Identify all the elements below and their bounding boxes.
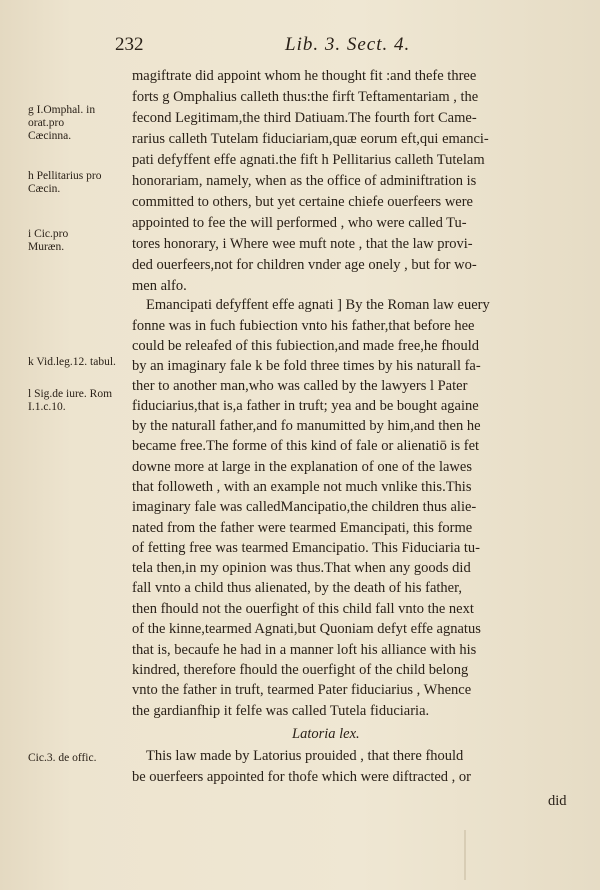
margin-note-sig-iure: l Sig.de iure. Rom I.1.c.10. <box>28 388 113 413</box>
text-line: forts g Omphalius calleth thus:the firft Teftamentariam , the <box>132 89 479 105</box>
text-line: downe more at large in the explanation of one of the lawes <box>132 459 472 475</box>
text-line: became free.The forme of this kind of fale or alienatiō is fet <box>132 438 480 454</box>
text-line: nated from the father were tearmed Emancipati, this forme <box>132 520 473 536</box>
text-line: tores honorary, i Where wee muft note , that the law provi- <box>132 236 473 252</box>
text-line: the gardianfhip it felfe was called Tutela fiduciaria. <box>132 703 430 719</box>
text-line: ded ouerfeers,not for children vnder age onely , but for wo- <box>132 257 477 273</box>
text-line: that is, becaufe he had in a manner loft his alliance with his <box>132 642 477 658</box>
catchword: did <box>548 793 567 809</box>
text-line: by the naturall father,and fo manumitted by him,and then he <box>132 418 481 434</box>
text-line: fonne was in fuch fubiection vnto his father,that before hee <box>132 318 475 334</box>
text-line: fiduciarius,that is,a father in truft; yea and be bought againe <box>132 398 479 414</box>
text-line: of the kinne,tearmed Agnati,but Quoniam defyt effe agnatus <box>132 621 481 637</box>
text-line: ther to another man,who was called by the lawyers l Pater <box>132 378 468 394</box>
text-line: men alfo. <box>132 278 187 294</box>
text-line: rarius calleth Tutelam fiduciariam,quæ eorum eft,qui emanci- <box>132 131 489 147</box>
margin-note-leg-tabul: k Vid.leg.12. tabul. <box>28 356 116 368</box>
page-number: 232 <box>115 34 144 55</box>
text-line: committed to others, but yet certaine chiefe ouerfeers were <box>132 194 473 210</box>
text-line: be ouerfeers appointed for thofe which were diftracted , or <box>132 769 471 785</box>
margin-note-cic-muraen: i Cic.pro Muræn. <box>28 228 69 253</box>
text-line: tela then,in my opinion was thus.That when any goods did <box>132 560 471 576</box>
text-line: kindred, therefore fhould the ouerfight of the child belong <box>132 662 469 678</box>
text-line: honorariam, namely, when as the office of adminiftration is <box>132 173 477 189</box>
text-line: fecond Legitimam,the third Datiuam.The fourth fort Came- <box>132 110 477 126</box>
margin-note-omphal: g I.Omphal. in orat.pro Cæcinna. <box>28 104 96 142</box>
text-line: that followeth , with an example not much vnlike this.This <box>132 479 472 495</box>
text-line: imaginary fale was calledMancipatio,the children thus alie- <box>132 499 477 515</box>
margin-note-pellitarius: h Pellitarius pro Cæcin. <box>28 170 102 195</box>
text-line: then fhould not the ouerfight of this child fall vnto the next <box>132 601 474 617</box>
text-line: Emancipati defyffent effe agnati ] By the Roman law euery <box>146 297 490 313</box>
running-head: Lib. 3. Sect. 4. <box>285 34 411 55</box>
text-line: pati defyffent effe agnati.the fift h Pellitarius calleth Tutelam <box>132 152 485 168</box>
text-line: vnto the father in truft, tearmed Pater fiduciarius , Whence <box>132 682 472 698</box>
text-line: could be releafed of this fubiection,and made free,he fhould <box>132 338 480 354</box>
text-line: appointed to fee the will performed , who were called Tu- <box>132 215 467 231</box>
text-line: magiftrate did appoint whom he thought fit :and thefe three <box>132 68 477 84</box>
text-line: by an imaginary fale k be fold three times by his naturall fa- <box>132 358 481 374</box>
paper-stain <box>464 830 466 880</box>
text-line: of fetting free was tearmed Emancipatio. This Fiduciaria tu- <box>132 540 481 556</box>
section-heading: Latoria lex. <box>292 726 360 742</box>
text-line: This law made by Latorius prouided , that there fhould <box>146 748 464 764</box>
text-line: fall vnto a child thus alienated, by the death of his father, <box>132 580 462 596</box>
margin-note-cic-offic: Cic.3. de offic. <box>28 752 97 764</box>
page-header <box>100 34 480 58</box>
